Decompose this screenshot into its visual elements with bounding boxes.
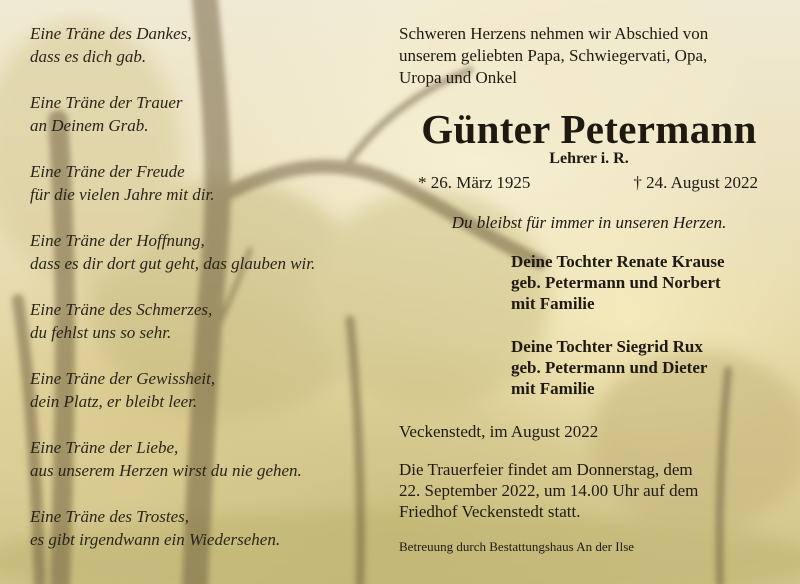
poem-line: Eine Träne der Trauer — [30, 93, 183, 112]
mourner-group-1 — [511, 251, 781, 314]
poem-line: dein Platz, er bleibt leer. — [30, 392, 198, 411]
place-and-date: Veckenstedt, im August 2022 — [399, 422, 599, 441]
deceased-title: Lehrer i. R. — [549, 150, 629, 167]
funeral-line: Die Trauerfeier findet am Donnerstag, dem — [399, 460, 693, 479]
mourner-line: mit Familie — [511, 294, 595, 313]
poem-stanza-8 — [30, 505, 390, 551]
poem-line: an Deinem Grab. — [30, 116, 149, 135]
mourner-line: geb. Petermann und Norbert — [511, 273, 721, 292]
poem-line: du fehlst uns so sehr. — [30, 323, 172, 342]
mourner-line: Deine Tochter Renate Krause — [511, 252, 725, 271]
mourner-line: mit Familie — [511, 379, 595, 398]
poem-stanza-6 — [30, 367, 390, 413]
funeral-line: Friedhof Veckenstedt statt. — [399, 502, 581, 521]
poem-stanza-5 — [30, 298, 390, 344]
poem-line: Eine Träne des Trostes, — [30, 507, 189, 526]
poem-stanza-1 — [30, 22, 390, 68]
poem-line: Eine Träne des Schmerzes, — [30, 300, 213, 319]
birth-date: * 26. März 1925 — [418, 173, 531, 192]
poem-stanza-2 — [30, 91, 390, 137]
poem-line: Eine Träne der Gewissheit, — [30, 369, 216, 388]
intro-line: unserem geliebten Papa, Schwiegervati, Opa, — [399, 46, 708, 65]
poem-line: für die vielen Jahre mit dir. — [30, 185, 215, 204]
poem-line: es gibt irgendwann ein Wiedersehen. — [30, 530, 281, 549]
farewell-intro — [399, 23, 779, 89]
mourner-line: Deine Tochter Siegrid Rux — [511, 337, 703, 356]
mourner-line: geb. Petermann und Dieter — [511, 358, 708, 377]
poem — [30, 22, 390, 574]
undertaker-credit: Betreuung durch Bestattungshaus An der Ilse — [399, 539, 635, 554]
funeral-line: 22. September 2022, um 14.00 Uhr auf dem — [399, 481, 699, 500]
mourner-group-2 — [511, 336, 781, 399]
deceased-name: Günter Petermann — [421, 106, 757, 152]
poem-stanza-3 — [30, 160, 390, 206]
death-date: † 24. August 2022 — [633, 173, 758, 192]
poem-line: dass es dich gab. — [30, 47, 147, 66]
intro-line: Uropa und Onkel — [399, 68, 518, 87]
memorial-motto: Du bleibst für immer in unseren Herzen. — [451, 213, 727, 232]
poem-line: dass es dir dort gut geht, das glauben wir. — [30, 254, 316, 273]
poem-line: Eine Träne der Liebe, — [30, 438, 179, 457]
poem-line: Eine Träne der Hoffnung, — [30, 231, 205, 250]
poem-stanza-7 — [30, 436, 390, 482]
poem-line: Eine Träne der Freude — [30, 162, 185, 181]
poem-line: aus unserem Herzen wirst du nie gehen. — [30, 461, 302, 480]
funeral-info — [399, 459, 781, 522]
intro-line: Schweren Herzens nehmen wir Abschied von — [399, 24, 709, 43]
poem-line: Eine Träne des Dankes, — [30, 24, 192, 43]
poem-stanza-4 — [30, 229, 390, 275]
